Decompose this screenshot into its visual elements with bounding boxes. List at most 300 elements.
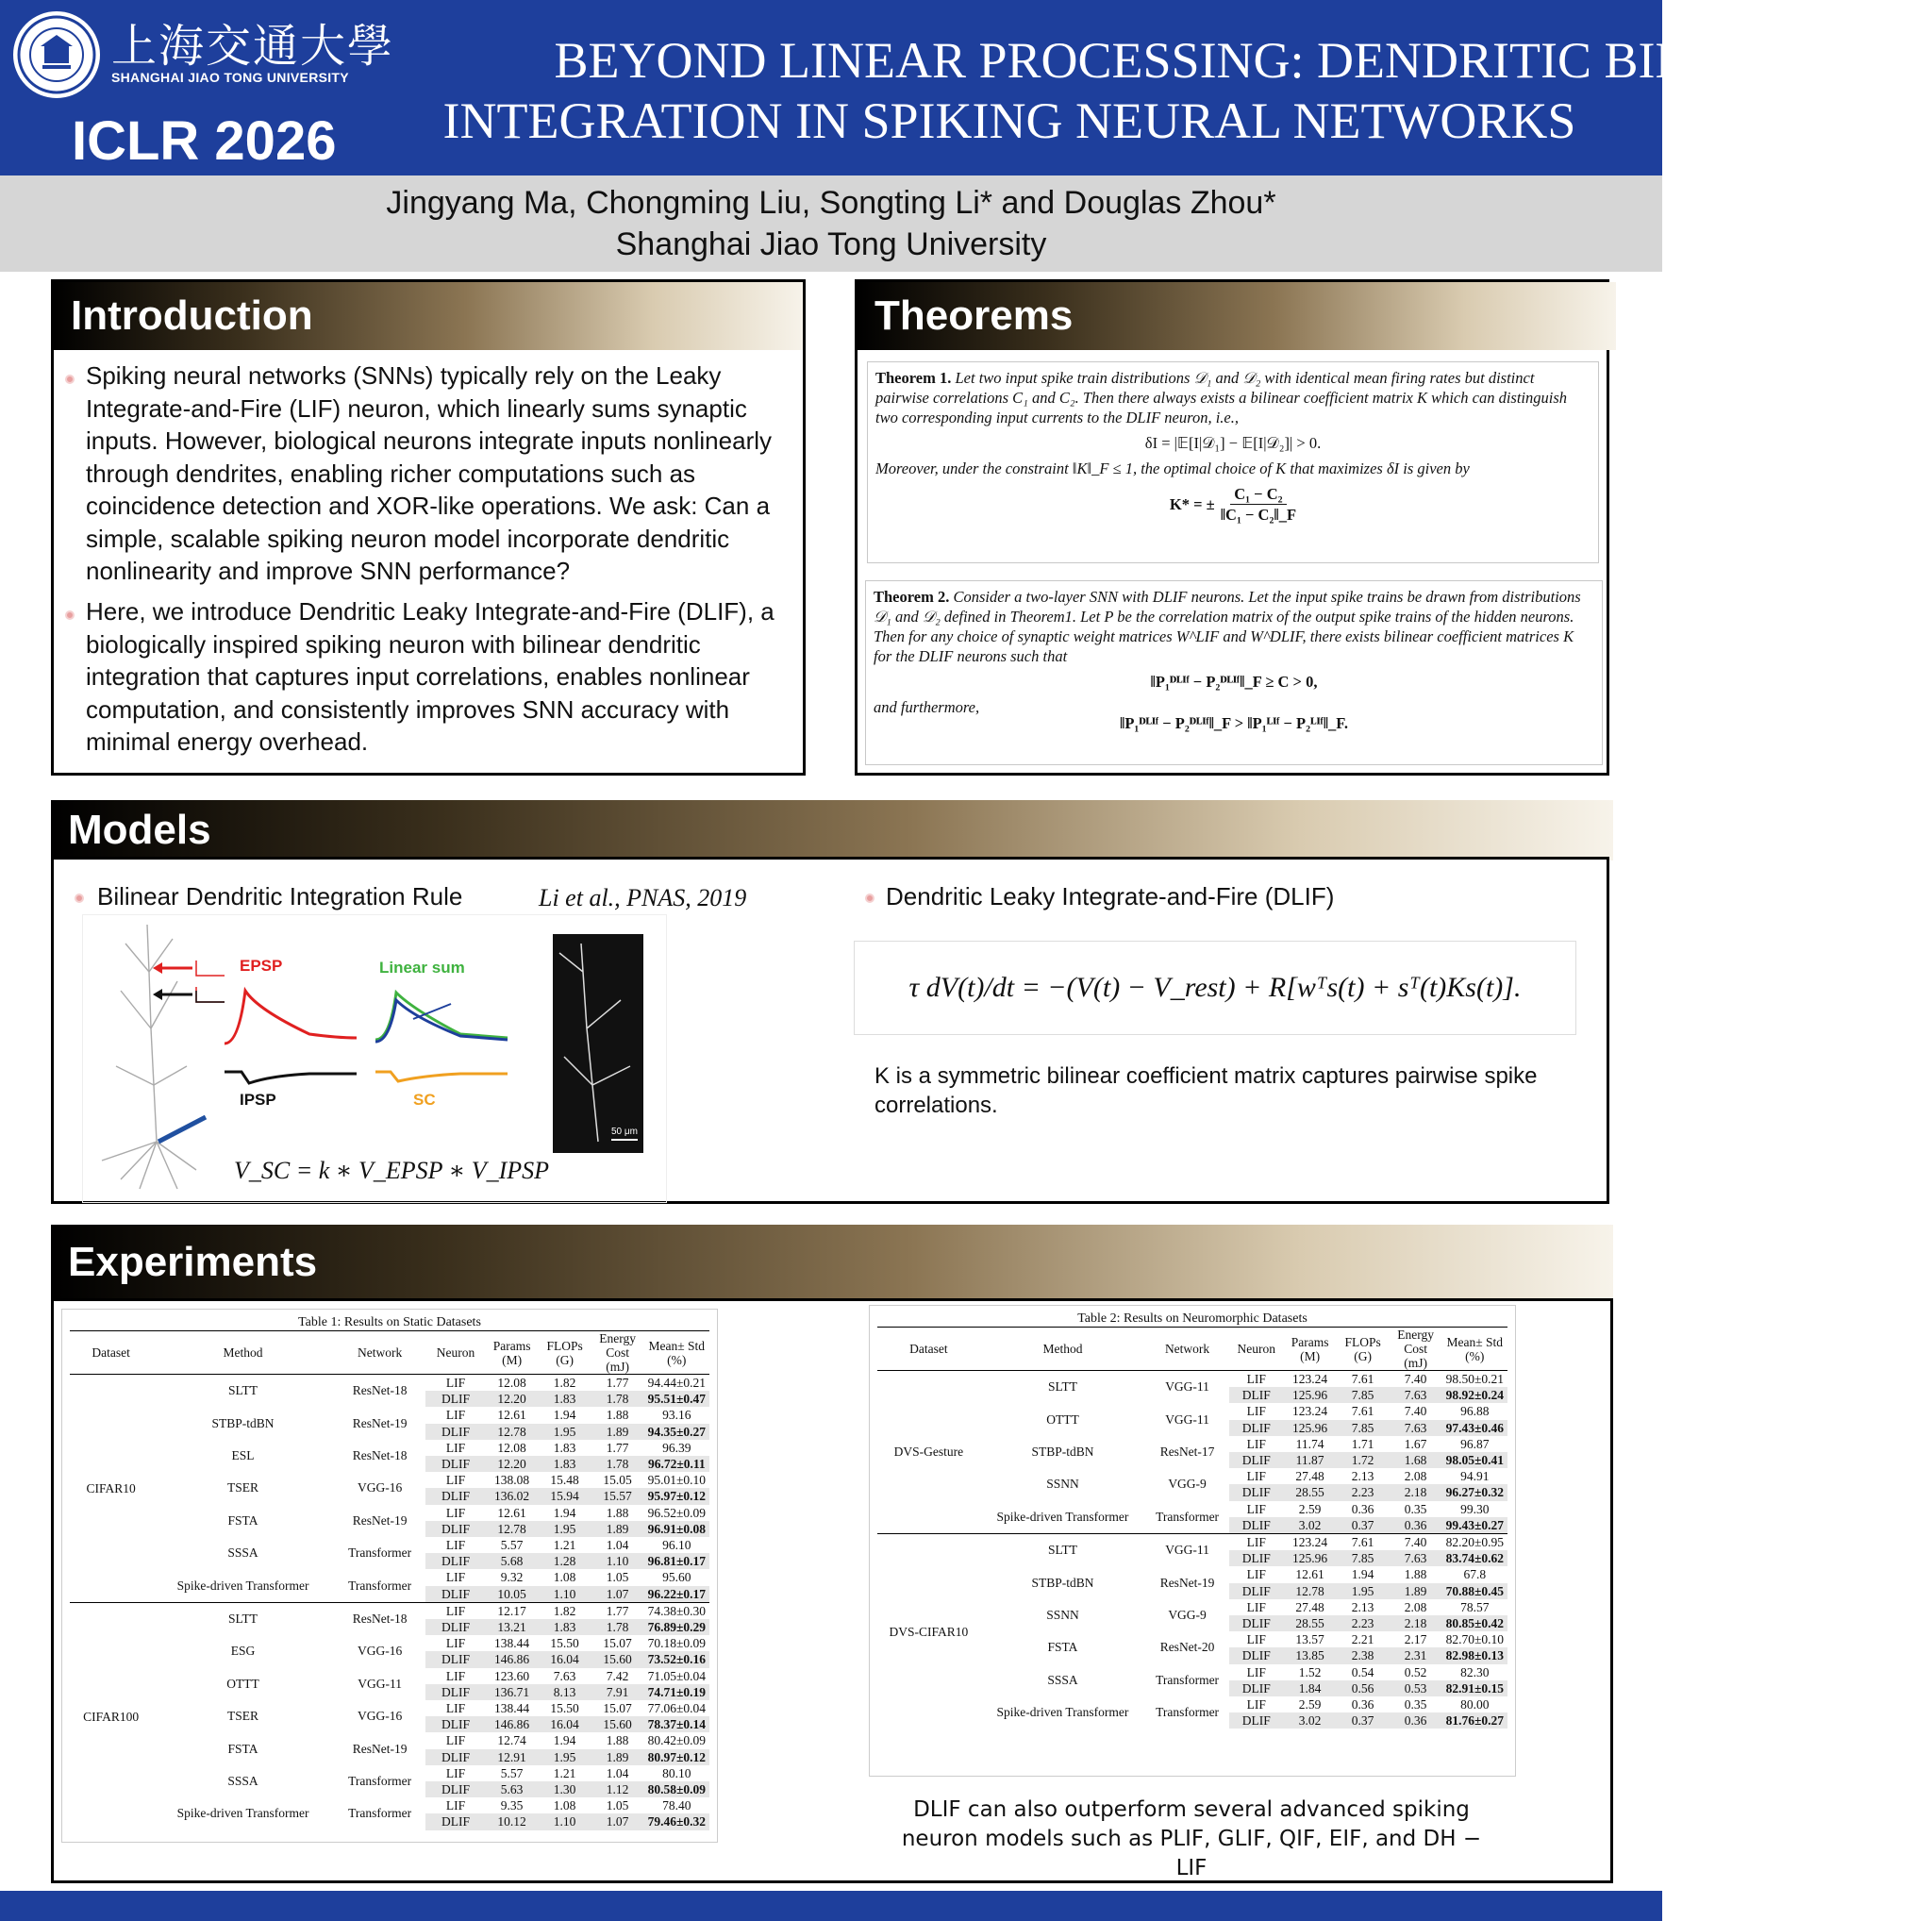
table-row xyxy=(70,1635,709,1651)
neuron-cell: LIF xyxy=(445,1570,466,1585)
network-cell: ResNet-19 xyxy=(352,1512,408,1528)
column-header: Mean± Std (%) xyxy=(1442,1328,1507,1371)
value-cell: 7.40 xyxy=(1404,1404,1427,1419)
network-cell: VGG-16 xyxy=(357,1644,403,1659)
value-cell: 78.40 xyxy=(662,1798,691,1813)
header-banner xyxy=(0,0,1842,175)
value-cell: 1.52 xyxy=(1298,1664,1322,1679)
value-cell: 27.48 xyxy=(1295,1599,1324,1614)
value-cell: 7.61 xyxy=(1351,1535,1374,1550)
network-cell: VGG-11 xyxy=(358,1676,402,1691)
method-cell: OTTT xyxy=(1046,1412,1079,1427)
table-row xyxy=(70,1765,709,1781)
fig-epsp-label: EPSP xyxy=(240,957,283,975)
value-cell: 15.48 xyxy=(550,1473,579,1488)
value-cell: 70.18±0.09 xyxy=(647,1636,706,1651)
theorem-2-eq1: ‖P₁ᴰᴸᴵᶠ − P₂ᴰᴸᴵᶠ‖_F ≥ C > 0, xyxy=(1150,673,1318,691)
table-2 xyxy=(877,1327,1507,1729)
method-cell: SSSA xyxy=(227,1774,258,1789)
neuron-cell: DLIF xyxy=(1229,1712,1284,1729)
value-cell: 1.94 xyxy=(553,1408,576,1423)
neuron-cell: LIF xyxy=(445,1668,466,1683)
value-cell: 96.87 xyxy=(1460,1436,1490,1451)
value-cell: 28.55 xyxy=(1284,1484,1337,1500)
neuron-cell: LIF xyxy=(1246,1501,1266,1516)
neuron-cell: DLIF xyxy=(1229,1615,1284,1631)
value-cell: 12.61 xyxy=(1295,1567,1324,1582)
method-cell: FSTA xyxy=(227,1741,258,1756)
neuron-cell: DLIF xyxy=(1229,1680,1284,1696)
dlif-label: Dendritic Leaky Integrate-and-Fire (DLIF) xyxy=(886,882,1335,910)
method-cell: SLTT xyxy=(228,1612,258,1627)
value-cell: 1.04 xyxy=(606,1765,629,1780)
value-cell: 96.10 xyxy=(662,1538,691,1553)
value-cell: 99.43±0.27 xyxy=(1442,1517,1507,1534)
value-cell: 12.20 xyxy=(486,1456,539,1472)
experiments-panel xyxy=(51,1298,1613,1883)
network-cell: ResNet-18 xyxy=(352,1448,408,1463)
dataset-cell: CIFAR100 xyxy=(83,1709,140,1724)
value-cell: 97.43±0.46 xyxy=(1442,1420,1507,1436)
method-cell: SSSA xyxy=(227,1545,258,1561)
value-cell: 1.88 xyxy=(606,1733,629,1748)
value-cell: 123.24 xyxy=(1292,1372,1328,1386)
dlif-description: K is a symmetric bilinear coefficient matrix captures pairwise spike correlations. xyxy=(874,1063,1538,1118)
column-header: Params (M) xyxy=(1284,1328,1337,1371)
column-header: Network xyxy=(1145,1328,1229,1371)
value-cell: 98.50±0.21 xyxy=(1445,1372,1504,1386)
value-cell: 80.00 xyxy=(1460,1697,1490,1712)
value-cell: 125.96 xyxy=(1284,1387,1337,1403)
neuron-cell: LIF xyxy=(445,1505,466,1520)
neuron-cell: DLIF xyxy=(425,1521,485,1537)
method-cell: STBP-tdBN xyxy=(1031,1575,1094,1590)
method-cell: Spike-driven Transformer xyxy=(176,1578,309,1593)
value-cell: 78.37±0.14 xyxy=(644,1716,709,1732)
value-cell: 1.95 xyxy=(1337,1583,1390,1599)
neuron-cell: DLIF xyxy=(1229,1484,1284,1500)
value-cell: 15.50 xyxy=(550,1636,579,1651)
method-cell: ESG xyxy=(230,1644,256,1659)
value-cell: 96.27±0.32 xyxy=(1442,1484,1507,1500)
value-cell: 1.83 xyxy=(553,1440,576,1455)
table-1 xyxy=(70,1330,709,1830)
value-cell: 15.94 xyxy=(539,1488,591,1504)
neuron-cell: DLIF xyxy=(1229,1387,1284,1403)
value-cell: 16.04 xyxy=(539,1651,591,1667)
value-cell: 2.13 xyxy=(1351,1599,1374,1614)
neuron-cell: DLIF xyxy=(425,1488,485,1504)
value-cell: 98.05±0.41 xyxy=(1442,1452,1507,1468)
value-cell: 1.08 xyxy=(553,1570,576,1585)
value-cell: 28.55 xyxy=(1284,1615,1337,1631)
value-cell: 7.85 xyxy=(1337,1550,1390,1566)
value-cell: 7.91 xyxy=(591,1684,644,1700)
value-cell: 2.31 xyxy=(1390,1647,1442,1663)
neuron-cell: LIF xyxy=(1246,1404,1266,1419)
network-cell: VGG-11 xyxy=(1165,1543,1209,1558)
method-cell: FSTA xyxy=(1047,1640,1078,1655)
neuron-cell: LIF xyxy=(445,1733,466,1748)
value-cell: 1.84 xyxy=(1284,1680,1337,1696)
value-cell: 11.87 xyxy=(1284,1452,1337,1468)
value-cell: 1.89 xyxy=(591,1521,644,1537)
value-cell: 1.30 xyxy=(539,1781,591,1797)
neuron-cell: DLIF xyxy=(1229,1647,1284,1663)
value-cell: 1.95 xyxy=(539,1521,591,1537)
value-cell: 80.10 xyxy=(662,1765,691,1780)
network-cell: ResNet-18 xyxy=(352,1383,408,1398)
neuron-cell: LIF xyxy=(445,1376,466,1390)
fig-linear-label: Linear sum xyxy=(379,959,465,977)
value-cell: 82.20±0.95 xyxy=(1445,1535,1504,1550)
value-cell: 95.01±0.10 xyxy=(647,1473,706,1488)
theorem-1-text: Let two input spike train distributions 𝒟₁ and 𝒟₂ with identical mean firing rates but distinct pairwise correlations C₁ and C₂. Then there always exists a bilinear coefficient matrix K which can distinguish two corresponding input currents to the DLIF neuron, i.e., xyxy=(875,369,1567,426)
neuron-cell: DLIF xyxy=(425,1651,485,1667)
method-cell: SSNN xyxy=(1046,1608,1079,1623)
table-row xyxy=(70,1700,709,1716)
value-cell: 1.94 xyxy=(553,1733,576,1748)
value-cell: 1.89 xyxy=(591,1424,644,1440)
value-cell: 73.52±0.16 xyxy=(644,1651,709,1667)
value-cell: 1.95 xyxy=(539,1749,591,1765)
introduction-heading: Introduction xyxy=(54,282,803,350)
neuron-cell: DLIF xyxy=(425,1813,485,1829)
university-name-en: SHANGHAI JIAO TONG UNIVERSITY xyxy=(111,70,349,85)
authors-line: Jingyang Ma, Chongming Liu, Songting Li* and Douglas Zhou* xyxy=(386,185,1276,221)
value-cell: 2.59 xyxy=(1298,1501,1322,1516)
bullet-icon xyxy=(75,894,84,903)
value-cell: 1.77 xyxy=(606,1376,629,1390)
value-cell: 0.36 xyxy=(1351,1501,1374,1516)
table-2-caption: Table 2: Results on Neuromorphic Datasets xyxy=(1077,1311,1307,1326)
theorem-1-text2: Moreover, under the constraint ‖K‖_F ≤ 1, the optimal choice of K that maximizes δI is given by xyxy=(875,459,1470,477)
value-cell: 125.96 xyxy=(1284,1550,1337,1566)
column-header: Neuron xyxy=(425,1331,485,1375)
value-cell: 2.18 xyxy=(1390,1484,1442,1500)
column-header: FLOPs (G) xyxy=(1337,1328,1390,1371)
value-cell: 94.44±0.21 xyxy=(647,1376,706,1390)
value-cell: 7.63 xyxy=(1390,1550,1442,1566)
network-cell: VGG-9 xyxy=(1168,1477,1207,1492)
value-cell: 2.23 xyxy=(1337,1615,1390,1631)
value-cell: 94.35±0.27 xyxy=(644,1424,709,1440)
table-row xyxy=(877,1371,1507,1388)
method-cell: ESL xyxy=(231,1448,255,1463)
value-cell: 12.78 xyxy=(1284,1583,1337,1599)
network-cell: ResNet-18 xyxy=(352,1612,408,1627)
intro-paragraph-1: Spiking neural networks (SNNs) typically rely on the Leaky Integrate-and-Fire (LIF) neuron, which linearly sums synaptic inputs. However, biological neurons integrate inputs nonlinearly through dendrites, enabling richer computations such as coincidence detection and XOR-like operations. We ask: Can a simple, scalable spiking neuron model incorporate dendritic nonlinearity and improve SNN performance? xyxy=(86,361,772,585)
value-cell: 2.23 xyxy=(1337,1484,1390,1500)
network-cell: VGG-11 xyxy=(1165,1379,1209,1395)
value-cell: 79.46±0.32 xyxy=(644,1813,709,1829)
value-cell: 1.83 xyxy=(539,1391,591,1407)
method-cell: STBP-tdBN xyxy=(1031,1445,1094,1460)
value-cell: 5.57 xyxy=(500,1538,524,1553)
value-cell: 123.60 xyxy=(494,1668,530,1683)
conference-label: ICLR 2026 xyxy=(72,110,337,172)
neuron-cell: DLIF xyxy=(1229,1420,1284,1436)
network-cell: Transformer xyxy=(348,1806,412,1821)
value-cell: 13.85 xyxy=(1284,1647,1337,1663)
value-cell: 138.44 xyxy=(494,1636,530,1651)
value-cell: 94.91 xyxy=(1460,1469,1490,1484)
neuron-cell: DLIF xyxy=(425,1586,485,1603)
value-cell: 2.08 xyxy=(1404,1469,1427,1484)
value-cell: 1.10 xyxy=(591,1553,644,1569)
value-cell: 96.22±0.17 xyxy=(644,1586,709,1603)
column-header: Network xyxy=(334,1331,426,1375)
network-cell: Transformer xyxy=(1156,1672,1220,1687)
value-cell: 1.67 xyxy=(1404,1436,1427,1451)
value-cell: 2.21 xyxy=(1351,1632,1374,1647)
value-cell: 80.97±0.12 xyxy=(644,1749,709,1765)
method-cell: TSER xyxy=(227,1480,259,1495)
value-cell: 2.13 xyxy=(1351,1469,1374,1484)
bullet-icon xyxy=(65,610,75,620)
value-cell: 5.68 xyxy=(486,1553,539,1569)
network-cell: Transformer xyxy=(348,1578,412,1593)
neuron-cell: LIF xyxy=(1246,1664,1266,1679)
value-cell: 10.05 xyxy=(486,1586,539,1603)
value-cell: 7.40 xyxy=(1404,1372,1427,1386)
value-cell: 15.60 xyxy=(591,1716,644,1732)
value-cell: 0.35 xyxy=(1404,1697,1427,1712)
table-row xyxy=(70,1797,709,1813)
neuron-cell: DLIF xyxy=(425,1619,485,1635)
network-cell: VGG-16 xyxy=(357,1480,403,1495)
value-cell: 123.24 xyxy=(1292,1535,1328,1550)
experiments-heading: Experiments xyxy=(51,1225,1613,1300)
neuron-cell: DLIF xyxy=(425,1391,485,1407)
value-cell: 96.91±0.08 xyxy=(644,1521,709,1537)
table-row xyxy=(70,1732,709,1748)
network-cell: VGG-16 xyxy=(357,1709,403,1724)
column-header: Method xyxy=(152,1331,334,1375)
value-cell: 5.57 xyxy=(500,1765,524,1780)
value-cell: 99.30 xyxy=(1460,1501,1490,1516)
value-cell: 1.83 xyxy=(539,1456,591,1472)
value-cell: 1.88 xyxy=(1404,1567,1427,1582)
value-cell: 1.89 xyxy=(591,1749,644,1765)
footer-band xyxy=(0,1891,1662,1921)
value-cell: 1.77 xyxy=(606,1440,629,1455)
value-cell: 12.74 xyxy=(497,1733,526,1748)
neuron-cell: LIF xyxy=(445,1538,466,1553)
value-cell: 12.20 xyxy=(486,1391,539,1407)
value-cell: 136.02 xyxy=(486,1488,539,1504)
value-cell: 71.05±0.04 xyxy=(647,1668,706,1683)
value-cell: 77.06±0.04 xyxy=(647,1701,706,1716)
table-row xyxy=(70,1407,709,1423)
value-cell: 95.97±0.12 xyxy=(644,1488,709,1504)
table-1-caption: Table 1: Results on Static Datasets xyxy=(298,1315,481,1329)
network-cell: ResNet-19 xyxy=(1159,1575,1215,1590)
value-cell: 0.37 xyxy=(1337,1712,1390,1729)
column-header: Method xyxy=(980,1328,1145,1371)
value-cell: 81.76±0.27 xyxy=(1442,1712,1507,1729)
value-cell: 12.78 xyxy=(486,1424,539,1440)
table-row xyxy=(70,1668,709,1684)
method-cell: FSTA xyxy=(227,1512,258,1528)
value-cell: 74.38±0.30 xyxy=(647,1603,706,1618)
value-cell: 12.91 xyxy=(486,1749,539,1765)
value-cell: 1.89 xyxy=(1390,1583,1442,1599)
value-cell: 0.53 xyxy=(1390,1680,1442,1696)
value-cell: 1.78 xyxy=(591,1619,644,1635)
value-cell: 11.74 xyxy=(1295,1436,1324,1451)
value-cell: 7.63 xyxy=(553,1668,576,1683)
value-cell: 82.91±0.15 xyxy=(1442,1680,1507,1696)
value-cell: 70.88±0.45 xyxy=(1442,1583,1507,1599)
value-cell: 0.56 xyxy=(1337,1680,1390,1696)
method-cell: TSER xyxy=(227,1709,259,1724)
theorem-2-label: Theorem 2. xyxy=(874,588,950,606)
network-cell: Transformer xyxy=(1156,1705,1220,1720)
neuron-cell: LIF xyxy=(445,1636,466,1651)
value-cell: 15.50 xyxy=(550,1701,579,1716)
neuron-cell: LIF xyxy=(445,1701,466,1716)
neuron-cell: LIF xyxy=(445,1798,466,1813)
table-row xyxy=(70,1375,709,1392)
method-cell: SSSA xyxy=(1047,1672,1078,1687)
dataset-cell: CIFAR10 xyxy=(86,1480,136,1495)
value-cell: 1.10 xyxy=(539,1586,591,1603)
network-cell: VGG-11 xyxy=(1165,1412,1209,1427)
value-cell: 0.52 xyxy=(1404,1664,1427,1679)
theorem-2-eq2: ‖P₁ᴰᴸᴵᶠ − P₂ᴰᴸᴵᶠ‖_F > ‖P₁ᴸᴵᶠ − P₂ᴸᴵᶠ‖_F. xyxy=(1119,714,1348,732)
neuron-cell: LIF xyxy=(1246,1697,1266,1712)
value-cell: 13.21 xyxy=(486,1619,539,1635)
theorem-1-eq1: δI = |𝔼[I|𝒟₁] − 𝔼[I|𝒟₂]| > 0. xyxy=(1144,434,1322,452)
value-cell: 76.89±0.29 xyxy=(644,1619,709,1635)
value-cell: 1.21 xyxy=(553,1538,576,1553)
neuron-cell: LIF xyxy=(1246,1436,1266,1451)
value-cell: 7.61 xyxy=(1351,1404,1374,1419)
method-cell: Spike-driven Transformer xyxy=(996,1509,1129,1524)
theorem-2-text: Consider a two-layer SNN with DLIF neurons. Let the input spike trains be drawn from distributions 𝒟₁ and 𝒟₂ defined in Theorem1. Let P be the correlation matrix of the output spike trains of the hidden neurons. Then for any choice of synaptic weight matrices W^LIF and W^DLIF, there exists bilinear coefficient matrices K for the DLIF neurons such that xyxy=(874,588,1581,665)
neuron-cell: DLIF xyxy=(1229,1452,1284,1468)
dataset-cell: DVS-Gesture xyxy=(893,1445,964,1460)
value-cell: 82.70±0.10 xyxy=(1445,1632,1504,1647)
column-header: Mean± Std (%) xyxy=(644,1331,709,1375)
neuron-cell: DLIF xyxy=(425,1716,485,1732)
value-cell: 1.82 xyxy=(553,1603,576,1618)
value-cell: 1.71 xyxy=(1351,1436,1374,1451)
neuron-cell: DLIF xyxy=(1229,1517,1284,1534)
value-cell: 1.78 xyxy=(591,1456,644,1472)
value-cell: 82.98±0.13 xyxy=(1442,1647,1507,1663)
neuron-cell: LIF xyxy=(445,1408,466,1423)
theorem-1-box xyxy=(867,361,1599,563)
value-cell: 96.52±0.09 xyxy=(647,1505,706,1520)
value-cell: 1.94 xyxy=(1351,1567,1374,1582)
table-row xyxy=(877,1534,1507,1551)
value-cell: 7.85 xyxy=(1337,1387,1390,1403)
value-cell: 96.72±0.11 xyxy=(644,1456,709,1472)
value-cell: 1.10 xyxy=(539,1813,591,1829)
value-cell: 1.82 xyxy=(553,1376,576,1390)
value-cell: 0.37 xyxy=(1337,1517,1390,1534)
value-cell: 1.05 xyxy=(606,1570,629,1585)
table-row xyxy=(70,1537,709,1553)
table-row xyxy=(70,1602,709,1619)
fig-scale-label: 50 μm xyxy=(611,1127,638,1137)
neuron-cell: LIF xyxy=(1246,1632,1266,1647)
value-cell: 1.04 xyxy=(606,1538,629,1553)
models-panel xyxy=(51,857,1609,1204)
table-row xyxy=(70,1472,709,1488)
value-cell: 1.77 xyxy=(606,1603,629,1618)
neuron-cell: DLIF xyxy=(425,1424,485,1440)
neuron-cell: LIF xyxy=(1246,1469,1266,1484)
value-cell: 12.61 xyxy=(497,1408,526,1423)
value-cell: 9.35 xyxy=(500,1798,524,1813)
network-cell: Transformer xyxy=(348,1545,412,1561)
value-cell: 1.88 xyxy=(606,1505,629,1520)
network-cell: Transformer xyxy=(348,1774,412,1789)
value-cell: 1.94 xyxy=(553,1505,576,1520)
value-cell: 1.08 xyxy=(553,1798,576,1813)
fig-sc-label: SC xyxy=(413,1091,436,1109)
theorem-1-eq2: K* = ± $\frac{\text{C₁ − C₂}}{\text{‖C₁ − C₂‖\_F}}$ xyxy=(1169,485,1297,524)
value-cell: 96.39 xyxy=(662,1440,691,1455)
table-header-row xyxy=(70,1331,709,1375)
value-cell: 138.08 xyxy=(494,1473,530,1488)
theorems-heading: Theorems xyxy=(858,282,1616,350)
bullet-icon xyxy=(65,375,75,384)
value-cell: 67.8 xyxy=(1463,1567,1487,1582)
value-cell: 93.16 xyxy=(662,1408,691,1423)
poster-title-line1: BEYOND LINEAR PROCESSING: DENDRITIC BILINEAR xyxy=(554,32,1842,89)
column-header: Dataset xyxy=(877,1328,980,1371)
neuron-cell: DLIF xyxy=(425,1684,485,1700)
value-cell: 7.85 xyxy=(1337,1420,1390,1436)
value-cell: 2.59 xyxy=(1298,1697,1322,1712)
value-cell: 12.61 xyxy=(497,1505,526,1520)
value-cell: 2.18 xyxy=(1390,1615,1442,1631)
value-cell: 16.04 xyxy=(539,1716,591,1732)
value-cell: 12.08 xyxy=(497,1376,526,1390)
network-cell: Transformer xyxy=(1156,1509,1220,1524)
value-cell: 80.58±0.09 xyxy=(644,1781,709,1797)
value-cell: 0.36 xyxy=(1390,1517,1442,1534)
value-cell: 1.21 xyxy=(553,1765,576,1780)
theorem-2-text2: and furthermore, xyxy=(874,698,980,716)
value-cell: 95.60 xyxy=(662,1570,691,1585)
method-cell: SLTT xyxy=(1047,1379,1077,1395)
value-cell: 96.81±0.17 xyxy=(644,1553,709,1569)
value-cell: 146.86 xyxy=(486,1716,539,1732)
neuron-cell: DLIF xyxy=(425,1781,485,1797)
value-cell: 10.12 xyxy=(486,1813,539,1829)
experiments-note: DLIF can also outperform several advanced spiking neuron models such as PLIF, GLIF, QIF, EIF, and DH − LIF xyxy=(901,1797,1482,1880)
bilinear-figure xyxy=(82,914,667,1203)
value-cell: 1.78 xyxy=(591,1391,644,1407)
column-header: Energy Cost (mJ) xyxy=(1390,1328,1442,1371)
neuron-cell: DLIF xyxy=(425,1553,485,1569)
models-heading: Models xyxy=(51,800,1613,860)
value-cell: 7.42 xyxy=(606,1668,629,1683)
network-cell: ResNet-20 xyxy=(1159,1640,1215,1655)
dlif-equation: τ dV(t)/dt = −(V(t) − V_rest) + R[wᵀs(t) + sᵀ(t)Ks(t)]. xyxy=(908,972,1522,1003)
value-cell: 1.72 xyxy=(1337,1452,1390,1468)
column-header: Neuron xyxy=(1229,1328,1284,1371)
value-cell: 146.86 xyxy=(486,1651,539,1667)
neuron-cell: LIF xyxy=(445,1440,466,1455)
value-cell: 83.74±0.62 xyxy=(1442,1550,1507,1566)
value-cell: 8.13 xyxy=(539,1684,591,1700)
